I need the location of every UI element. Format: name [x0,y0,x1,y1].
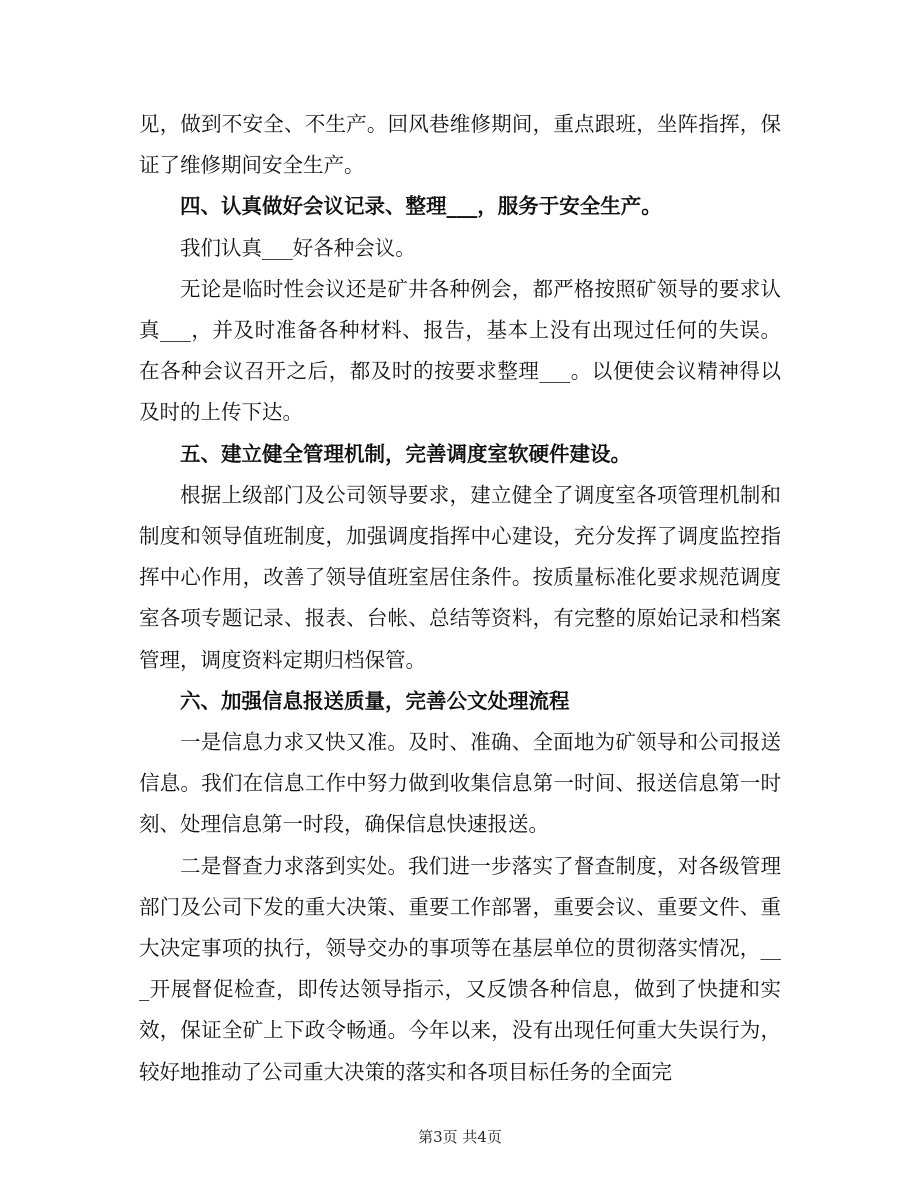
paragraph: 二是督查力求落到实处。我们进一步落实了督查制度，对各级管理部门及公司下发的重大决策、重要工作部署，重要会议、重要文件、重大决定事项的执行，领导交办的事项等在基层单位的贯彻落实情况，___开展督促检查，即传达领导指示，又反馈各种信息，做到了快捷和实效，保证全矿上下政令畅通。今年以来，没有出现任何重大失误行为，较好地推动了公司重大决策的落实和各项目标任务的全面完 [139,853,781,1084]
paragraph: 一是信息力求又快又准。及时、准确、全面地为矿领导和公司报送信息。我们在信息工作中努力做到收集信息第一时间、报送信息第一时刻、处理信息第一时段，确保信息快速报送。 [139,730,781,837]
page-number-footer: 第3页 共4页 [418,1128,502,1146]
paragraph: 无论是临时性会议还是矿井各种例会，都严格按照矿领导的要求认真___，并及时准备各种材料、报告，基本上没有出现过任何的失误。在各种会议召开之后，都及时的按要求整理___。以便使会议精神得以及时的上传下达。 [139,276,781,425]
section-heading-5: 五、建立健全管理机制，完善调度室软硬件建设。 [180,441,631,466]
paragraph: 我们认真___好各种会议。 [180,235,416,260]
section-heading-6: 六、加强信息报送质量，完善公文处理流程 [180,688,570,713]
paragraph: 根据上级部门及公司领导要求，建立健全了调度室各项管理机制和制度和领导值班制度，加强调度指挥中心建设，充分发挥了调度监控指挥中心作用，改善了领导值班室居住条件。按质量标准化要求规范调度室各项专题记录、报表、台帐、总结等资料，有完整的原始记录和档案管理，调度资料定期归档保管。 [139,482,781,672]
paragraph-continuation: 见，做到不安全、不生产。回风巷维修期间，重点跟班，坐阵指挥，保证了维修期间安全生产。 [139,112,781,178]
document-body [139,104,781,1093]
section-heading-4: 四、认真做好会议记录、整理___，服务于安全生产。 [180,194,662,219]
